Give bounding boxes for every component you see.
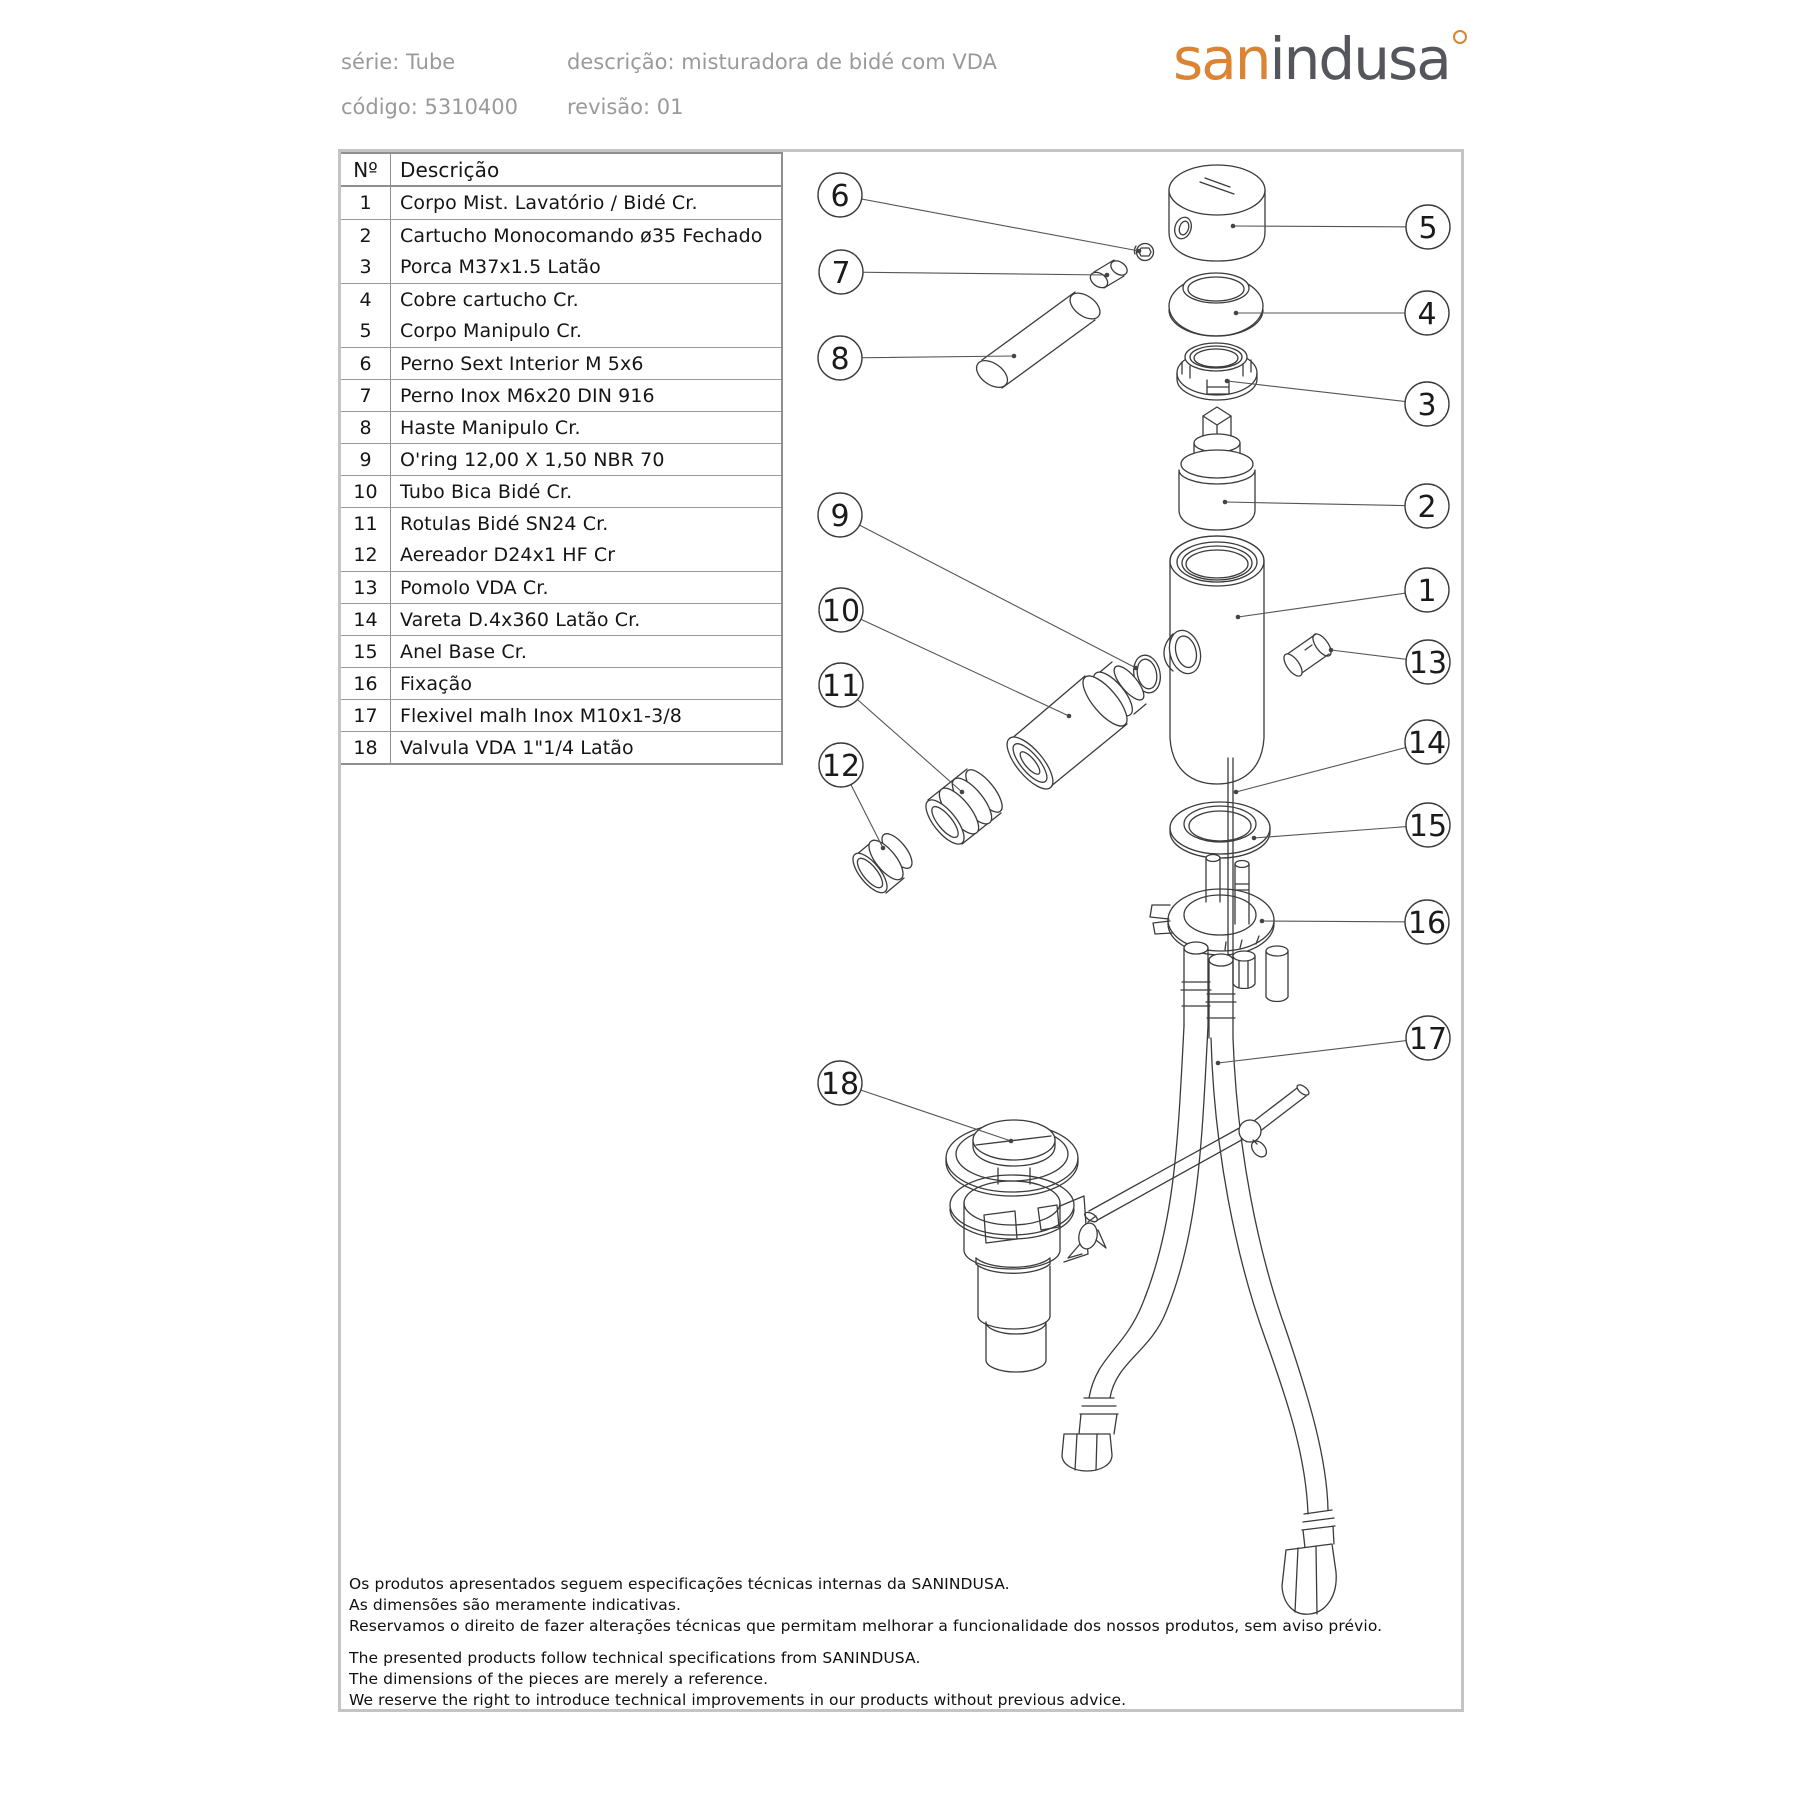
callout-target-dot [1260,919,1265,924]
callout-number: 10 [821,593,861,629]
callout-target-dot [960,790,965,795]
revision-field: revisão: 01 [567,95,684,119]
footer-note: We reserve the right to introduce technical improvements in our products without previous advice. [349,1691,1127,1709]
callout-2 [1223,484,1449,528]
callout-target-dot [1012,354,1017,359]
footer-note: As dimensões são meramente indicativas. [349,1596,682,1614]
callout-target-dot [1234,311,1239,316]
part-17-flexible-hoses [1062,942,1336,1614]
part-number-cell: 7 [341,380,391,411]
part-number-cell: 12 [341,539,391,571]
part-number-cell: 5 [341,315,391,347]
part-15-base-ring [1170,802,1270,858]
part-description-cell: Pomolo VDA Cr. [400,576,549,599]
callout-12 [819,743,885,850]
callout-leader-line [1236,742,1427,792]
part-description-cell: O'ring 12,00 X 1,50 NBR 70 [400,448,665,471]
part-description-cell: Haste Manipulo Cr. [400,416,581,439]
logo-text-gray: indusa [1269,25,1450,93]
callout-number: 7 [831,255,851,291]
part-11-ball-joint [919,765,1008,850]
part-10-spout-tube [999,662,1148,796]
callout-leader-line [841,272,1107,275]
callout-leader-line [1218,1038,1428,1063]
part-number-cell: 3 [341,251,391,283]
callout-number: 8 [830,341,850,377]
part-number-cell: 6 [341,348,391,379]
callout-14 [1234,720,1449,794]
part-number-cell: 1 [341,187,391,219]
callout-leader-line [840,195,1139,251]
callout-leader-line [840,515,1136,668]
part-number-cell: 8 [341,412,391,443]
callout-number: 1 [1417,573,1437,609]
callout-13 [1329,640,1450,684]
part-3-nut [1177,343,1257,400]
callout-number: 14 [1407,725,1447,761]
callout-target-dot [1329,648,1334,653]
callout-number: 12 [821,748,861,784]
callout-number: 2 [1417,489,1437,525]
part-description-cell: Cartucho Monocomando ø35 Fechado [400,224,763,247]
callout-17 [1216,1016,1450,1065]
callout-target-dot [1252,836,1257,841]
footer-note: Reservamos o direito de fazer alterações técnicas que permitam melhorar a funcionalidade dos nossos produtos, sem aviso prévio. [349,1617,1383,1635]
part-8-handle-stem [972,288,1105,393]
part-number-cell: 15 [341,636,391,667]
part-16-fixing-kit [1150,855,1288,1002]
part-description-cell: Fixação [400,672,473,695]
series-field: série: Tube [341,50,456,74]
code-field: código: 5310400 [341,95,519,119]
callout-leader-line [1262,921,1427,922]
part-description-cell: Porca M37x1.5 Latão [400,256,601,278]
footer-note: Os produtos apresentados seguem especificações técnicas internas da SANINDUSA. [349,1575,1010,1593]
footer-note: The presented products follow technical specifications from SANINDUSA. [349,1649,921,1667]
callout-16 [1260,900,1449,944]
callout-number: 3 [1417,387,1437,423]
part-number-cell: 2 [341,220,391,251]
callout-leader-line [1238,590,1427,617]
part-number-cell: 14 [341,604,391,635]
part-description-cell: Anel Base Cr. [400,640,528,663]
callout-number: 15 [1408,808,1448,844]
callout-target-dot [1009,1139,1014,1144]
part-13-knob [1281,631,1335,679]
callout-leader-line [840,1083,1011,1141]
callout-target-dot [1231,224,1236,229]
callout-6 [818,173,1141,253]
part-4-cartridge-cover [1169,273,1263,336]
part-number-cell: 17 [341,700,391,731]
part-18-waste-valve [946,1120,1106,1372]
callout-target-dot [1067,714,1072,719]
callout-number: 5 [1418,210,1438,246]
callout-9 [818,493,1138,670]
part-2-cartridge [1179,407,1255,530]
callout-1 [1236,568,1449,619]
callout-target-dot [1134,666,1139,671]
part-number-cell: 16 [341,668,391,699]
callout-target-dot [1105,273,1110,278]
part-number-cell: 11 [341,508,391,539]
footer-note: The dimensions of the pieces are merely a reference. [349,1670,769,1688]
part-description-cell: Flexivel malh Inox M10x1-3/8 [400,704,682,727]
callout-leader-line [1227,381,1427,404]
callout-number: 16 [1407,905,1447,941]
callout-number: 11 [821,668,861,704]
part-description-cell: Perno Sext Interior M 5x6 [400,352,644,375]
callout-7 [819,250,1109,294]
column-header-description: Descrição [400,157,500,182]
callout-number: 6 [830,178,850,214]
part-5-handle-body [1169,165,1265,261]
callout-layer [818,173,1450,1143]
part-description-cell: Corpo Manipulo Cr. [400,320,583,342]
part-number-cell: 18 [341,732,391,763]
footer-notes-pt [349,1574,1382,1637]
part-number-cell: 13 [341,572,391,603]
callout-target-dot [881,846,886,851]
part-number-cell: 10 [341,476,391,507]
part-description-cell: Valvula VDA 1"1/4 Latão [400,736,634,759]
callout-target-dot [1216,1061,1221,1066]
description-field: descrição: misturadora de bidé com VDA [567,50,997,74]
callout-number: 13 [1408,645,1448,681]
part-description-cell: Corpo Mist. Lavatório / Bidé Cr. [400,192,698,214]
column-header-number: Nº [341,154,391,185]
callout-leader-line [841,610,1069,716]
part-12-aerator [847,829,917,898]
callout-target-dot [1137,249,1142,254]
part-description-cell: Perno Inox M6x20 DIN 916 [400,384,655,407]
callout-target-dot [1225,379,1230,384]
part-number-cell: 4 [341,284,391,315]
part-description-cell: Rotulas Bidé SN24 Cr. [400,512,609,535]
callout-number: 9 [830,498,850,534]
part-description-cell: Tubo Bica Bidé Cr. [400,480,573,503]
part-1-mixer-body [1164,536,1264,784]
part-number-cell: 9 [341,444,391,475]
callout-leader-line [1254,825,1428,838]
callout-target-dot [1236,615,1241,620]
part-description-cell: Vareta D.4x360 Latão Cr. [400,608,641,631]
part-description-cell: Aereador D24x1 HF Cr [400,544,616,566]
footer-notes-en [349,1648,1126,1711]
callout-leader-line [840,356,1014,358]
popup-linkage-rods [1083,1083,1310,1224]
part-description-cell: Cobre cartucho Cr. [400,288,579,311]
logo-text-orange: san [1173,25,1270,93]
callout-number: 18 [820,1066,860,1102]
callout-target-dot [1223,500,1228,505]
callout-number: 4 [1417,296,1437,332]
callout-4 [1234,291,1449,335]
part-14-lift-rod [1228,758,1233,960]
callout-target-dot [1234,790,1239,795]
callout-15 [1252,803,1450,847]
callout-number: 17 [1408,1021,1448,1057]
callout-3 [1225,379,1449,426]
